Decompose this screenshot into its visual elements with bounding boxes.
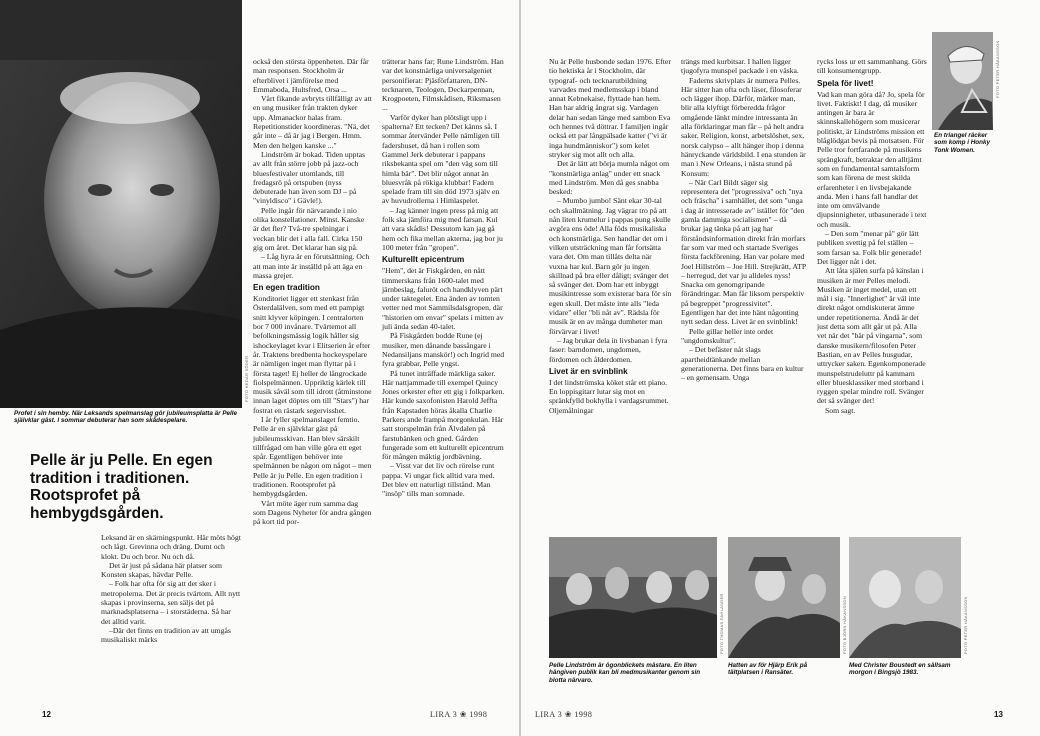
- bottom-caption-3: Med Christer Boustedt en sällsam morgon i Bingsjö 1983.: [849, 662, 951, 677]
- bottom-photo-3-credit: FOTO PETER HÅKANSSON: [963, 596, 968, 654]
- portrait-photo: [0, 0, 242, 408]
- bottom-photo-1-credit: FOTO THOMAS FAHLANDER: [719, 593, 724, 654]
- left-page: [0, 0, 519, 736]
- triangle-caption: En triangel räcker som komp i Honky Tonk Women.: [934, 132, 990, 154]
- left-column-1: [101, 533, 242, 645]
- body-paragraph: – Den som "menar på" gör lätt publiken svettig på fel ställen – som farsan sa. Folk blir generade! Det ligger nåt i det.: [817, 229, 922, 266]
- body-paragraph: I år fyller spelmanslaget femtio. Pelle är en självklar gäst på jubileumsskivan. Han blev särskilt tillfrågad om han ville göra ett eget spår. Egentligen behöver inte spelmännen be någon om något – men Pelle är ju Pelle. En egen tradition i traditionen. Rootsprofet på hembygdsgården.: [253, 414, 372, 499]
- portrait-caption: Profet i sin hemby. När Leksands spelmanslag gör jubileumsplatta är Pelle självklar gäst. I sommar debuterar han som skådespelare.: [14, 410, 238, 425]
- body-paragraph: Lindström är bokad. Tiden upptas av allt från större jobb på jazz-och bluesfestivaler utomlands, till fredagsrö på ortspuben (nyss debuterade han även som DJ – på "vinyldisco" i Gävle!).: [253, 149, 365, 206]
- body-paragraph: också den största öppenheten. Där får man responsen. Stockholm är efterblivet i jämförelse med Emmaboda, Hultsfred, Orsa ...: [253, 57, 369, 94]
- body-paragraph: –Där det finns en tradition av att umgås musikaliskt märks: [101, 625, 231, 645]
- left-column-2: [253, 57, 372, 527]
- bottom-photo-1: [549, 537, 717, 658]
- body-paragraph: Varför dyker han plötsligt upp i spalterna? Ett tecken? Det känns så. I sommar återvänder Pelle nämligen till fadershuset, då han i rollen som Gammel Jerk debuterar i pappans riksbekanta spel om "den väg som till himla bär". Det blir något annat än bluesvråk på rökiga klubbar! Fadern spelade fram till sin död 1973 själv en av huvudrollerna i Himlaspelet.: [382, 112, 500, 206]
- body-paragraph: Det är lätt att börja mumla något om "konstnärliga anlag" under ett snack med Lindström. Men då ges snabba besked:: [549, 159, 670, 197]
- body-paragraph: – Visst var det liv och rörelse runt pappa. Vi ungar fick alltid vara med. Det blev ett naturligt tillstånd. Man "insöp" tills man somnade.: [382, 461, 495, 499]
- body-paragraph: – Låg hyra är en förutsättning. Och att man inte är inställd på att äga en massa grejer.: [253, 252, 370, 280]
- bottom-photo-2-image: [728, 537, 840, 658]
- left-column-3: [382, 57, 506, 499]
- left-issue-label: LIRA 3 ❀ 1998: [430, 710, 488, 719]
- left-page-number: 12: [42, 710, 51, 719]
- body-paragraph: – När Carl Bildt säger sig representera det "progressiva" och "nya och fräscha" i samhället, det som "unga i dag är intresserade av" istället för "den gamla dammiga socialismen" – då brukar jag tänka på att jag har förståndsinformation direkt från morfars far som var med och startade Sveriges första fackförening. Han var polare med Joel Hillström – Joe Hill. Strejkrätt, ATP – herregud, det var ju alldeles nyss! Snacka om genomgripande förändringar. Man får liksom perspektiv på begreppet "progressivitet". Egentligen har det inte hänt någonting nytt sedan dess. Livet är en svinblink!: [681, 177, 806, 327]
- body-paragraph: På Fiskgården bodde Rune (ej musiker, men dånande bassångare i Nedansiljans manskör!) och Ingrid med fyra grabbar, Pelle yngst.: [382, 331, 505, 369]
- body-paragraph: Pelle gillar heller inte ordet "ungdomskultur".: [681, 326, 774, 345]
- right-issue-label: LIRA 3 ❀ 1998: [535, 710, 593, 719]
- body-paragraph: Vad kan man göra då? Jo, spela för livet. Faktiskt! I dag, då musiker antingen är bara är skinnskallehögern som musicerar politiskt, är Lindströms mission ett blåglödgat bevis på motsatsen. För Pelle tror fortfarande på musikens sprängkraft, betraktar den alltjämt som en fundamental samtalsform som kan förena de mest skilda erfarenheter i en livsbejakande anda. Men i hans fall handlar det inte om omvälvande djupsinnigheter, utbasunerade i text och musik.: [817, 89, 927, 229]
- body-paragraph: – Jag känner ingen press på mig att folk ska jämföra mig med farsan. Kul att vara skådis! Dessutom kan jag gå hem och fika mellan akterna, jag bor ju 100 meter från "gropen".: [382, 205, 503, 252]
- right-column-1: [549, 57, 672, 415]
- body-paragraph: Pelle ingår för närvarande i nio olika konstellationer. Minst. Kanske är det fler? Två-tre spelningar i veckan blir det i alla fall. Cirka 150 gig om året. Det klarar han sig på.: [253, 205, 365, 252]
- body-paragraph: – Det befäster nåt slags apartheidtänkande mellan generationerna. Det finns bara en kultur – en gemensam. Unga: [681, 345, 804, 383]
- body-paragraph: "Hem", det är Fiskgården, en nått timmerskans från 1600-talet med järnbeslag, faluröt och handklyven pärt under taktegelet. Ena änden av tomten vetter ned mot Sammilsdalsgropen, där "historien om envar" spelats i mitten av juli ända sedan 40-talet.: [382, 266, 504, 332]
- body-paragraph: rycks loss ur ett sammanhang. Görs till konsumentgrupp.: [817, 57, 927, 76]
- bottom-photo-2-credit: FOTO BJÖRN HÅKANSSON: [842, 596, 847, 654]
- body-paragraph: I det lindströmska köket står ett piano. En loppisgitarr lutar sig mot en spränkfylld bokhylla i vardagsrummet. Oljemålningar: [549, 377, 669, 415]
- body-paragraph: Som sagt.: [825, 405, 856, 415]
- portrait-photo-credit: FOTO HEDAR SÖDER: [244, 355, 249, 402]
- section-heading-livet-ar-en-svinblink: Livet är en svinblink: [549, 366, 628, 376]
- right-page-number: 13: [994, 710, 1003, 719]
- right-page: [521, 0, 1040, 736]
- bottom-photo-1-image: [549, 537, 717, 658]
- bottom-photo-3-image: [849, 537, 961, 658]
- bottom-photo-2: [728, 537, 840, 658]
- body-paragraph: – Jag brukar dela in livsbanan i fyra faser: barndomen, ungdomen, fördomen och ålderdomen.: [549, 335, 668, 364]
- body-paragraph: trängs med kurbitsar. I hallen ligger tjugofyra munspel packade i en väska.: [681, 57, 799, 76]
- body-paragraph: Nu är Pelle husbonde sedan 1976. Efter tio hektiska år i Stockholm, där typograf- och tecknarutbildning varvades med medlemsskap i bland annat Kebnekaise, flyttade han hem. Han har aldrig ångrat sig. Vardagen delar han sedan länge med sambon Eva och hennes två döttrar. I familjen ingår också ett par långpälsade katter ("vi är inga hundmänniskor") som kelet stryker sig mot allt och alla.: [549, 57, 671, 159]
- body-paragraph: trätterar hans far; Rune Lindström. Han var det konstnärliga universalgeniet personifierat: Pjäsförfattaren, DN-tecknaren, Teologen, Deckarpennan, Krogpoeten, Filmskådisen, Riksmasen ...: [382, 57, 504, 113]
- body-paragraph: På tunet inträffade märkliga saker. Här nattjammade till exempel Quincy Jones orkester efter ett gig i folkparken. Här kunde saxofonisten Harold Jeffta från Kapstaden höras åkalla Charlie Parkers ande frampå morgonkulan. Här satt storspelmän från Älvdalen på farstubänken och gned. Gården fungerade som ett kulturellt epicentrum för mången mäktig jordbävning.: [382, 368, 505, 462]
- body-paragraph: Leksand är en skärningspunkt. Här möts högt och lågt. Grevinna och dräng. Dumt och klokt. Du och bror. Nu och då.: [101, 533, 241, 561]
- bottom-photo-3: [849, 537, 961, 658]
- article-headline: Pelle är ju Pelle. En egen tradition i traditionen. Rootsprofet på hembygdsgården.: [30, 452, 213, 522]
- triangle-photo: [932, 32, 993, 130]
- body-paragraph: Vårt fikande avbryts tillfälligt av att en ung musiker från trakten dyker upp. Almanackor halas fram. Repetitionstider koordineras. "Nä, det går inte – då är jag i Bergen. Hmm. Men den helgen kanske ...": [253, 94, 372, 150]
- body-paragraph: Faderns skrivplats är numera Pelles. Här sitter han ofta och läser, filosoferar och lägger ihop. Därför, märker man, blir alla klyftigt förberedda frågor omgående länkt mindre intressanta än alla förklaringar man får – på helt andra saker. Religion, konst, arbetslöshet, sex, norsk calypso – allt hänger ihop i denna hänryckande världsbild. I ena stunden är man i New Orleans, i nästa stund på Konsum:: [681, 75, 806, 178]
- section-heading-kulturellt-epicentrum: Kulturellt epicentrum: [382, 255, 465, 265]
- section-heading-en-egen-tradition: En egen tradition: [253, 283, 320, 293]
- body-paragraph: Att låta själen surfa på känslan i musiken är mer Pelles melodi. Musiken är inget medel, utan ett mål i sig. "Innerlighet" är väl inte direkt något omdiskuterat ämne under repetitionerna. Ändå är det just detta som allt går ut på. Alla vet när det "bär på vingarna", som danske musikern/filosofen Peter Bastian, en av Pelles husgudar, uttrycker saken. Egenkomponerade munspelstrudeluttr på kammarn eller bluesklassiker med storband i ryggen spelar mindre roll. Svänger det så svänger det!: [817, 266, 926, 406]
- section-heading-spela-for-livet: Spela för livet!: [817, 78, 874, 88]
- right-column-3: [817, 57, 927, 415]
- body-paragraph: Konditoriet ligger ett stenkast från Österdalälven, som med ett pampigt snitt klyver köpingen. I centralorten bor 7 000 invånare. Tvärtemot all befolkningsmässig logik håller sig ishockeylaget kvar i Elitserien år efter år. Traktens bredbenta hockeyspelare är nämligen inget man flyttar på i första taget! Ej heller de långrockade fiolspelmännen. Uppriktig kärlek till musik såväl som till idrott (åtminstone innan laget döptes om till "Stars") har fostrat en rästark segervisshet.: [253, 294, 372, 415]
- triangle-photo-credit: FOTO PETER HÅKANSSON: [995, 40, 1000, 98]
- bottom-caption-1: Pelle Lindström är ögonblickets mästare. En liten hängiven publik kan bli medmusikanter genom sin blotta närvaro.: [549, 662, 701, 684]
- right-column-2: [681, 57, 806, 382]
- body-paragraph: Det är just på sådana här platser som Konsten skapas, hävdar Pelle.: [101, 560, 222, 580]
- body-paragraph: Vårt möte äger rum samma dag som Dagens Nyheter för andra gången på kort tid por-: [253, 498, 372, 527]
- portrait-image: [0, 0, 242, 408]
- triangle-image: [932, 32, 993, 130]
- body-paragraph: – Folk har ofta för sig att det sker i metropolerna. Det är precis tvärtom. Allt nytt skapas i provinserna, sen säljs det på marknadsplatserna – i storstäderna. Så har det alltid varit.: [101, 579, 241, 626]
- bottom-caption-2: Hatten av för Hjärp Erik på tältplatsen i Ransäter.: [728, 662, 808, 677]
- body-paragraph: – Mumbo jumbo! Sänt ekar 30-tal och skallmätning. Jag vägrar tro på att nån liten krumelur i pappas pung skulle avgöra ens öde! Alla föds musikaliska och konstnärliga. Sen handlar det om i vilken utsträckning man får fortsätta vara det. Om man tillåts delta när vuxna har kul. Barn gör ju ingen skillnad på bra eller dåligt; svänger det så svänger det. Dom har ett inbyggt musikintresse som existerar bara för sin egen skull. Det måste inte alls "leda vidare" eller "bli nåt av". Rädsla för musik är en av många dumheter man förvärvar i livet!: [549, 196, 672, 336]
